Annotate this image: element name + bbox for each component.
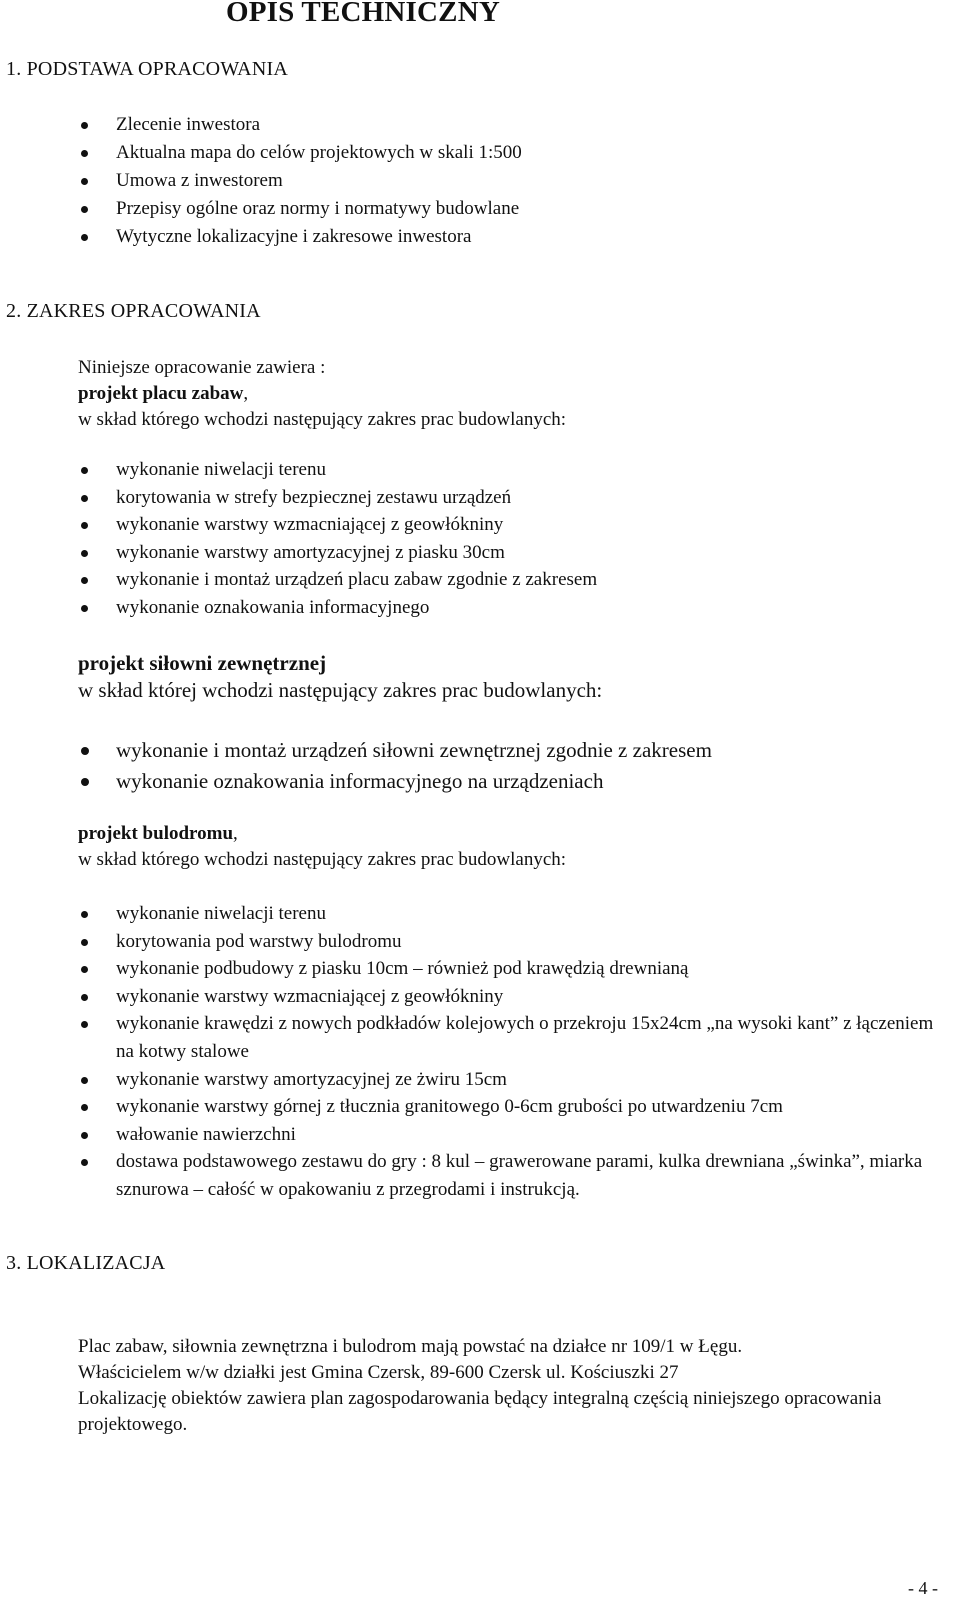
bulodrom-scope: w skład którego wchodzi następujący zakres prac budowlanych:: [78, 849, 567, 870]
page-number: - 4 -: [908, 1578, 938, 1598]
list-item: wykonanie i montaż urządzeń placu zabaw zgodnie z zakresem: [78, 566, 597, 594]
gym-block: [78, 650, 602, 704]
list-item: wykonanie podbudowy z piasku 10cm – również pod krawędzią drewnianą: [78, 955, 938, 983]
list-item: wałowanie nawierzchni: [78, 1121, 938, 1149]
section-heading-scope: 2. ZAKRES OPRACOWANIA: [6, 300, 261, 322]
list-item: Aktualna mapa do celów projektowych w skali 1:500: [78, 139, 522, 167]
playground-title: projekt placu zabaw: [78, 383, 244, 404]
location-line: Plac zabaw, siłownia zewnętrzna i bulodrom mają powstać na działce nr 109/1 w Łęgu.: [78, 1336, 743, 1357]
list-item: wykonanie warstwy amortyzacyjnej ze żwiru 15cm: [78, 1066, 938, 1094]
location-line: Właścicielem w/w działki jest Gmina Czersk, 89-600 Czersk ul. Kościuszki 27: [78, 1362, 679, 1383]
list-item: dostawa podstawowego zestawu do gry : 8 kul – grawerowane parami, kulka drewniana „świnka”, miarka sznurowa – całość w opakowaniu z przegrodami i instrukcją.: [78, 1148, 938, 1203]
list-item: wykonanie warstwy górnej z tłucznia granitowego 0-6cm grubości po utwardzeniu 7cm: [78, 1093, 938, 1121]
list-item: wykonanie niwelacji terenu: [78, 900, 938, 928]
list-item: wykonanie i montaż urządzeń siłowni zewnętrznej zgodnie z zakresem: [78, 735, 712, 766]
playground-title-suffix: ,: [243, 383, 249, 404]
list-item: wykonanie warstwy amortyzacyjnej z piasku 30cm: [78, 539, 597, 567]
list-item: wykonanie oznakowania informacyjnego na urządzeniach: [78, 766, 712, 797]
list-item: korytowania pod warstwy bulodromu: [78, 928, 938, 956]
bulodrom-title-suffix: ,: [233, 823, 238, 844]
list-item: wykonanie niwelacji terenu: [78, 456, 597, 484]
list-item: Zlecenie inwestora: [78, 111, 522, 139]
bulodrom-block: [78, 821, 566, 873]
list-item: wykonanie krawędzi z nowych podkładów kolejowych o przekroju 15x24cm „na wysoki kant” z łączeniem na kotwy stalowe: [78, 1010, 938, 1065]
list-item: Przepisy ogólne oraz normy i normatywy budowlane: [78, 195, 522, 223]
section-heading-basis: 1. PODSTAWA OPRACOWANIA: [6, 58, 288, 80]
list-item: Wytyczne lokalizacyjne i zakresowe inwestora: [78, 223, 522, 251]
location-line: Lokalizację obiektów zawiera plan zagospodarowania będący integralną częścią niniejszego opracowania projektowego.: [78, 1388, 882, 1435]
section-heading-location: 3. LOKALIZACJA: [6, 1252, 166, 1274]
bulodrom-title: projekt bulodromu: [78, 823, 234, 844]
list-item: korytowania w strefy bezpiecznej zestawu urządzeń: [78, 484, 597, 512]
intro-line: Niniejsze opracowanie zawiera :: [78, 357, 326, 378]
playground-list: [78, 456, 597, 622]
gym-scope: w skład której wchodzi następujący zakres prac budowlanych:: [78, 678, 603, 702]
document-title: OPIS TECHNICZNY: [226, 0, 500, 28]
gym-list: [78, 735, 712, 797]
list-item: Umowa z inwestorem: [78, 167, 522, 195]
list-item: wykonanie oznakowania informacyjnego: [78, 594, 597, 622]
location-paragraph: [78, 1334, 918, 1438]
list-item: wykonanie warstwy wzmacniającej z geowłókniny: [78, 983, 938, 1011]
scope-intro: [78, 355, 566, 433]
basis-list: [78, 111, 522, 251]
gym-title: projekt siłowni zewnętrznej: [78, 651, 327, 675]
list-item: wykonanie warstwy wzmacniającej z geowłókniny: [78, 511, 597, 539]
bulodrom-list: [78, 900, 938, 1204]
playground-scope: w skład którego wchodzi następujący zakres prac budowlanych:: [78, 409, 567, 430]
